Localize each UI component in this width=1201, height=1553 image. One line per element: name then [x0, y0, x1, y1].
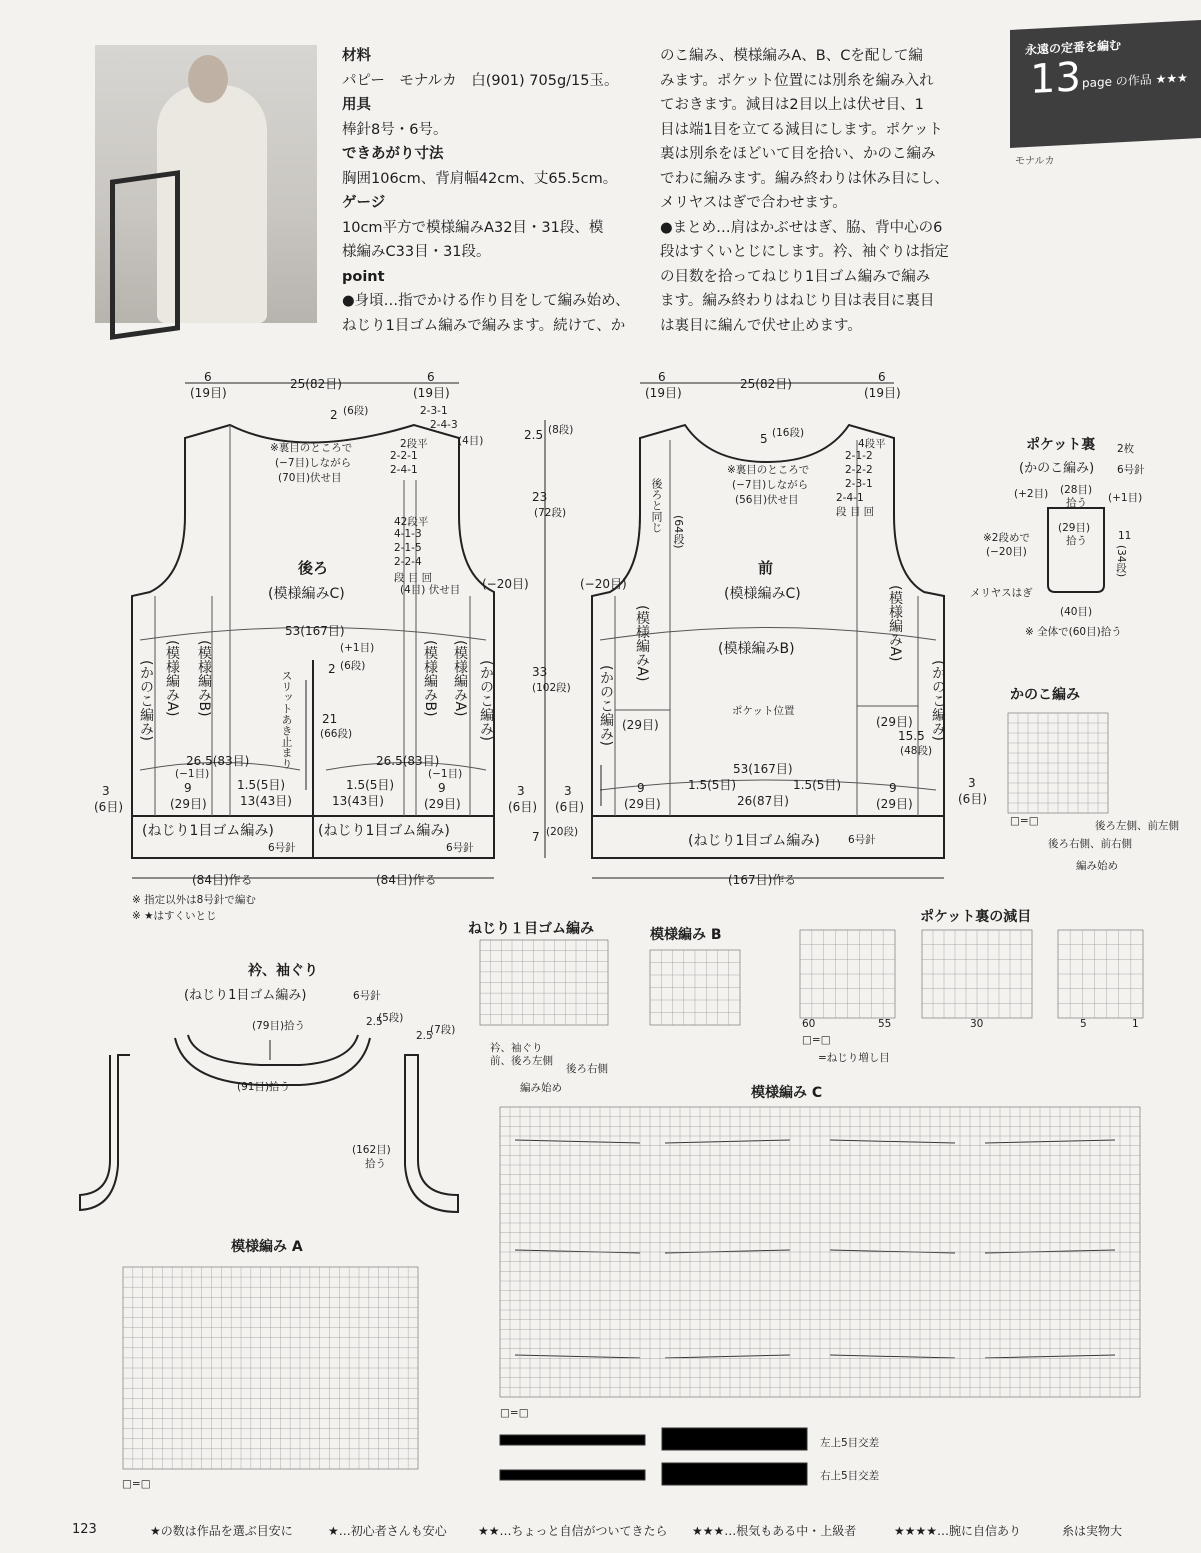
- pocket-dec-legend: □=□: [802, 1034, 831, 1046]
- pocket-stitches: (29目): [876, 715, 913, 729]
- back-armhole-minus: (−20目): [482, 577, 529, 591]
- collar-depth: 2.5: [366, 1016, 383, 1028]
- front-neck-dec: 2-1-2: [845, 450, 873, 462]
- slit-top: 2: [328, 662, 336, 676]
- kanoko-left-side: 後ろ左側、前左側: [1095, 820, 1179, 832]
- front-neck-note: ※裏目のところで: [727, 464, 810, 476]
- front-pattern-a-label: (模様編みA): [634, 605, 650, 682]
- back-cable-width: 1.5(5目): [346, 778, 395, 792]
- pocket-st29: (29目): [1058, 522, 1091, 534]
- collar-st79: (79目)拾う: [252, 1020, 306, 1032]
- back-center-width: 13(43目): [240, 794, 292, 808]
- back-neck-note: (−7目)しながら: [275, 457, 352, 469]
- pocket-h11: 11: [1118, 530, 1132, 542]
- pocket-h34: (34段): [1115, 545, 1127, 578]
- pocket-meriyasu: メリヤスはぎ: [970, 587, 1033, 599]
- front-pattern-b: (模様編みB): [718, 641, 795, 657]
- slit-top-rows: (6段): [340, 660, 366, 672]
- rib-right-label: 後ろ右側: [566, 1063, 608, 1075]
- pocket-rows: (48段): [900, 745, 933, 757]
- footer-level-3: ★★★…根気もある中・上級者: [692, 1524, 857, 1538]
- pocket-dec-legend-2: =ねじり増し目: [818, 1052, 890, 1064]
- note-star: ※ ★はすくいとじ: [132, 910, 217, 922]
- front-panel-stitches: (29目): [624, 797, 661, 811]
- back-shoulder-width: 6: [204, 370, 212, 384]
- back-neck-dec: 2-2-1: [390, 450, 418, 462]
- pocket-pick2: 拾う: [1066, 535, 1087, 547]
- front-cable-width: 1.5(5目): [688, 778, 737, 792]
- front-shoulder-width: 6: [658, 370, 666, 384]
- front-neck-dec: 4段平: [858, 438, 886, 450]
- tools-heading: 用具: [342, 97, 371, 113]
- back-shoulder-dec: 2-4-3: [430, 419, 458, 431]
- front-neck-note: (56目)伏せ目: [735, 494, 799, 506]
- pocket-height: 15.5: [898, 729, 925, 743]
- front-armhole-minus: (−20目): [580, 577, 627, 591]
- pocket-dec-30: 30: [970, 1018, 984, 1030]
- back-shoulder-dec: (4目): [458, 435, 484, 447]
- back-half-width: 26.5(83目): [376, 754, 440, 768]
- front-neck-dec: 2-2-2: [845, 464, 873, 476]
- pattern-c-cables: [500, 1140, 1115, 1485]
- vdim-shoulder-rows: (8段): [548, 424, 574, 436]
- front-neck-depth: 5: [760, 432, 768, 446]
- armhole-depth: 2.5: [416, 1030, 433, 1042]
- back-panel-width: 9: [184, 781, 192, 795]
- footer-level-1: ★…初心者さんも安心: [328, 1524, 447, 1538]
- front-neck-dec: 2-3-1: [845, 478, 873, 490]
- cross-left: 左上5目交差: [820, 1437, 880, 1449]
- note-needle: ※ 指定以外は8号針で編む: [132, 894, 256, 906]
- front-center-width: 26(87目): [737, 794, 789, 808]
- pocket-st40: (40目): [1060, 606, 1093, 618]
- vdim-shoulder: 2.5: [524, 428, 544, 442]
- pocket-all: ※ 全体で(60目)拾う: [1025, 626, 1122, 638]
- back-cable-width: 1.5(5目): [237, 778, 286, 792]
- point-text: のこ編み、模様編みA、B、Cを配して編: [660, 48, 923, 64]
- rib-start: 編み始め: [520, 1082, 562, 1094]
- back-cast-on: (84目)作る: [192, 873, 253, 887]
- pattern-a-title: 模様編み A: [231, 1239, 303, 1255]
- point-text: みます。ポケット位置には別糸を編み入れ: [660, 72, 934, 89]
- pocket-position: ポケット位置: [732, 705, 795, 717]
- front-same-as-back: 後ろと同じ: [650, 478, 663, 533]
- neck-depth: 2: [330, 408, 338, 422]
- tab-page-number: 13: [1030, 54, 1081, 103]
- back-armhole-dec: 4-1-3: [394, 528, 422, 540]
- front-edge-width: 3: [968, 776, 976, 790]
- back-center-width: 13(43目): [332, 794, 384, 808]
- neck-depth-rows: (6段): [343, 405, 369, 417]
- armhole-depth-rows: (7段): [430, 1024, 456, 1036]
- back-minus-one: (−1目): [175, 768, 210, 780]
- pocket-stitches: (29目): [622, 718, 659, 732]
- pocket-plus2: (+2目): [1014, 488, 1049, 500]
- gauge-text-2: 様編みC33目・31段。: [342, 244, 491, 260]
- footer-level-4: ★★★★…腕に自信あり: [894, 1524, 1022, 1538]
- back-pattern-a-label: (模様編みA): [164, 640, 180, 717]
- collar-needle: 6号針: [353, 990, 381, 1002]
- back-pattern: (模様編みC): [268, 586, 345, 602]
- front-width: 53(167目): [733, 762, 793, 776]
- front-top-width: 25(82目): [740, 377, 792, 391]
- footer-guide: ★の数は作品を選ぶ目安に: [150, 1524, 293, 1538]
- front-neck-rows: (16段): [772, 427, 805, 439]
- back-pattern-b-label: (模様編みB): [422, 640, 438, 717]
- front-shoulder-stitches: (19目): [864, 386, 901, 400]
- point-text: ●身頃…指でかける作り目をして編み始め、: [342, 293, 630, 309]
- back-armhole-dec: 段 目 回: [394, 572, 433, 584]
- front-edge-stitches: (6目): [958, 792, 987, 806]
- back-armhole-dec: 2-1-5: [394, 542, 422, 554]
- size-heading: できあがり寸法: [342, 146, 444, 162]
- front-edge-stitches: (6目): [555, 800, 584, 814]
- back-edge-stitches: (6目): [508, 800, 537, 814]
- back-cast-on: (84目)作る: [376, 873, 437, 887]
- tab-stars: page の作品 ★★★: [1082, 70, 1188, 91]
- slit-rows: (66段): [320, 728, 353, 740]
- page-number: 123: [72, 1522, 97, 1537]
- front-neck-dec: 2-4-1: [836, 492, 864, 504]
- back-needle: 6号針: [446, 842, 474, 854]
- collar-depth-rows: (5段): [378, 1012, 404, 1024]
- back-neck-note: (70目)伏せ目: [278, 472, 342, 484]
- back-armhole-dec: (4目) 伏せ目: [400, 584, 461, 596]
- kanoko-legend: □=□: [1010, 815, 1039, 827]
- point-text: ●まとめ…肩はかぶせはぎ、脇、背中心の6: [660, 219, 943, 236]
- back-kanoko-label: (かのこ編み): [138, 660, 154, 741]
- collar-sub: (ねじり1目ゴム編み): [184, 988, 307, 1003]
- pocket-note: ※2段めで: [983, 532, 1030, 544]
- back-needle: 6号針: [268, 842, 296, 854]
- pattern-b-title: 模様編み B: [650, 927, 722, 943]
- slit-length: 21: [322, 712, 338, 726]
- tab-title: 永遠の定番を編む: [1025, 38, 1122, 58]
- point-text: の目数を拾ってねじり1目ゴム編みで編み: [660, 268, 931, 285]
- front-rib-label: (ねじり1目ゴム編み): [688, 833, 820, 849]
- back-neck-dec: 2段平: [400, 438, 428, 450]
- kanoko-title: かのこ編み: [1010, 687, 1080, 703]
- slit-label: スリットあき止まり: [280, 670, 293, 769]
- vdim-body: 33: [532, 665, 548, 679]
- point-text: ねじり1目ゴム編みで編みます。続けて、か: [342, 317, 626, 334]
- back-width: 53(167目): [285, 624, 345, 638]
- vdim-rib: 7: [532, 830, 540, 844]
- back-shoulder-width: 6: [427, 370, 435, 384]
- point-text: 目は端1目を立てる減目にします。ポケット: [660, 121, 943, 138]
- point-text: メリヤスはぎで合わせます。: [660, 195, 847, 211]
- point-text: は裏目に編んで伏せ止めます。: [660, 317, 862, 334]
- pocket-needle: 6号針: [1117, 464, 1145, 476]
- collar-title: 衿、袖ぐり: [248, 963, 318, 979]
- front-title: 前: [758, 559, 774, 577]
- dimension-lines: [132, 383, 944, 1060]
- cross-right: 右上5目交差: [820, 1470, 880, 1482]
- front-kanoko-label: (かのこ編み): [598, 665, 614, 746]
- front-rows-64: (64段): [672, 515, 685, 549]
- back-edge-width: 3: [102, 784, 110, 798]
- pattern-c-legend: □=□: [500, 1407, 529, 1419]
- pocket-st28: (28目): [1060, 484, 1093, 496]
- rib-left-label: 前、後ろ左側: [490, 1055, 553, 1067]
- pocket-sub: (かのこ編み): [1019, 461, 1095, 476]
- pocket-pick: 拾う: [1066, 497, 1087, 509]
- point-heading: point: [342, 268, 385, 285]
- back-edge-stitches: (6目): [94, 800, 123, 814]
- back-neck-note: ※裏目のところで: [270, 442, 353, 454]
- front-panel-stitches: (29目): [876, 797, 913, 811]
- back-rib-label: (ねじり1目ゴム編み): [318, 823, 450, 839]
- back-minus-one: (−1目): [428, 768, 463, 780]
- gauge-heading: ゲージ: [342, 195, 386, 211]
- back-top-width: 25(82目): [290, 377, 342, 391]
- back-neck-dec: 2-4-1: [390, 464, 418, 476]
- point-text: ておきます。減目は2目以上は伏せ目、1: [660, 97, 924, 113]
- footer-yarn-note: 糸は実物大: [1062, 1524, 1123, 1538]
- front-pattern: (模様編みC): [724, 586, 801, 602]
- back-armhole-dec: 2-2-4: [394, 556, 422, 568]
- front-cable-width: 1.5(5目): [793, 778, 842, 792]
- back-kanoko-label: (かのこ編み): [478, 660, 494, 741]
- gauge-text-1: 10cm平方で模様編みA32目・31段、模: [342, 219, 604, 236]
- front-cast-on: (167目)作る: [728, 873, 797, 887]
- rib-collar-label: 衿、袖ぐり: [490, 1042, 543, 1054]
- back-panel-width: 9: [438, 781, 446, 795]
- collar-armhole-bands: [80, 1035, 458, 1212]
- back-edge-width: 3: [517, 784, 525, 798]
- back-rib-label: (ねじり1目ゴム編み): [142, 823, 274, 839]
- back-half-width: 26.5(83目): [186, 754, 250, 768]
- armhole-st162: (162目): [352, 1144, 391, 1156]
- pocket-dec-55: 55: [878, 1018, 892, 1030]
- back-shoulder-stitches: (19目): [413, 386, 450, 400]
- back-shoulder-dec: 2-3-1: [420, 405, 448, 417]
- kanoko-start: 編み始め: [1076, 860, 1118, 872]
- kanoko-right-side: 後ろ右側、前右側: [1048, 838, 1132, 850]
- pattern-c-title: 模様編み C: [751, 1085, 823, 1101]
- vdim-armhole: 23: [532, 490, 548, 504]
- front-edge-width: 3: [564, 784, 572, 798]
- front-pattern-a-label: (模様編みA): [887, 585, 903, 662]
- front-kanoko-label: (かのこ編み): [930, 660, 946, 741]
- point-text: 裏は別糸をほどいて目を拾い、かのこ編み: [660, 146, 936, 162]
- pocket-dec-5: 5: [1080, 1018, 1087, 1030]
- point-text: ます。編み終わりはねじり目は表目に裏目: [660, 293, 935, 309]
- front-neck-note: (−7目)しながら: [732, 479, 809, 491]
- back-title: 後ろ: [298, 559, 329, 577]
- pocket-count: 2枚: [1117, 443, 1135, 455]
- back-panel-stitches: (29目): [170, 797, 207, 811]
- materials-heading: 材料: [342, 48, 371, 64]
- front-shoulder-stitches: (19目): [645, 386, 682, 400]
- pocket-plus1: (+1目): [1108, 492, 1143, 504]
- front-panel-width: 9: [637, 781, 645, 795]
- back-pattern-b-label: (模様編みB): [196, 640, 212, 717]
- pocket-dec-60: 60: [802, 1018, 816, 1030]
- vdim-body-rows: (102段): [532, 682, 571, 694]
- pocket-dec-1: 1: [1132, 1018, 1139, 1030]
- front-panel-width: 9: [889, 781, 897, 795]
- pocket-dec-title: ポケット裏の減目: [920, 909, 1032, 925]
- point-text: 段はすくいとじにします。衿、袖ぐりは指定: [660, 244, 949, 260]
- footer-level-2: ★★…ちょっと自信がついてきたら: [478, 1524, 668, 1538]
- back-armhole-dec: 42段平: [394, 516, 429, 528]
- tools-text: 棒針8号・6号。: [342, 121, 448, 138]
- collar-st91: (91目)拾う: [237, 1081, 291, 1093]
- back-panel-stitches: (29目): [424, 797, 461, 811]
- armhole-pick: 拾う: [365, 1158, 386, 1170]
- rib-chart-title: ねじり１目ゴム編み: [468, 921, 594, 937]
- size-text: 胸囲106cm、背肩幅42cm、丈65.5cm。: [342, 170, 618, 187]
- back-shoulder-stitches: (19目): [190, 386, 227, 400]
- tab-yarn-name: モナルカ: [1015, 156, 1055, 167]
- vdim-armhole-rows: (72段): [534, 507, 567, 519]
- vdim-rib-rows: (20段): [546, 826, 579, 838]
- point-text: でわに編みます。編み終わりは休み目にし、: [660, 170, 949, 187]
- back-plus-one: (+1目): [340, 642, 375, 654]
- pocket-note: (−20目): [986, 546, 1027, 558]
- back-pattern-a-label: (模様編みA): [452, 640, 468, 717]
- front-shoulder-width: 6: [878, 370, 886, 384]
- pocket-title: ポケット裏: [1026, 437, 1096, 453]
- front-needle: 6号針: [848, 834, 876, 846]
- front-neck-dec: 段 目 回: [836, 506, 875, 518]
- pattern-a-legend: □=□: [122, 1478, 151, 1490]
- materials-text: パピー モナルカ 白(901) 705g/15玉。: [342, 72, 619, 89]
